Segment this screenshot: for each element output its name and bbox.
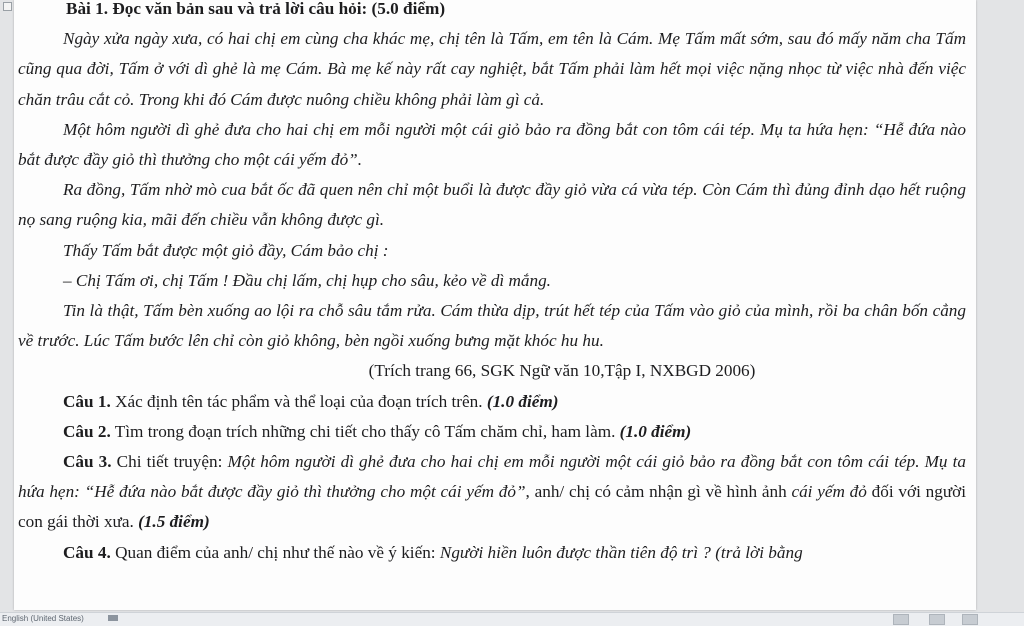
print-layout-view-button[interactable] (929, 614, 945, 625)
story-paragraph-5: – Chị Tấm ơi, chị Tấm ! Đầu chị lấm, chị hụp cho sâu, kẻo về dì mắng. (63, 270, 551, 290)
read-mode-view-button[interactable] (893, 614, 909, 625)
question-3-text-after: đối với người con gái thời xưa. (18, 482, 967, 532)
question-4-label: Câu 4. (63, 542, 111, 562)
question-3-emphasis: cái yếm đỏ (791, 482, 867, 502)
question-1-text: Xác định tên tác phẩm và thể loại của đoạn trích trên. (110, 391, 487, 411)
status-bar (0, 612, 1024, 626)
story-paragraph-6: Tin là thật, Tấm bèn xuống ao lội ra chỗ sâu tắm rửa. Cám thừa dịp, trút hết tép của Tấm vào giỏ của mình, rồi ba chân bốn cẳng về trước. Lúc Tấm bước lên chỉ còn giỏ không, bèn ngồi xuống bưng mặt khóc hu hu. (18, 301, 966, 351)
source-citation: (Trích trang 66, SGK Ngữ văn 10,Tập I, NXBGD 2006) (368, 361, 756, 381)
document-content (18, 0, 966, 568)
question-3-label: Câu 3. (63, 452, 112, 472)
question-4-text-before: Quan điểm của anh/ chị như thế nào về ý kiến: (110, 542, 440, 562)
question-3-text-before: Chi tiết truyện: (111, 452, 228, 472)
window-corner-icon (3, 2, 12, 11)
status-language[interactable]: English (United States) (2, 614, 84, 623)
story-paragraph-2: Một hôm người dì ghẻ đưa cho hai chị em mỗi người một cái giỏ bảo ra đồng bắt con tôm cái tép. Mụ ta hứa hẹn: “Hễ đứa nào bắt được đầy giỏ thì thưởng cho một cái yếm đỏ”. (18, 119, 966, 170)
question-2 (18, 417, 966, 447)
question-1-label: Câu 1. (63, 391, 111, 411)
question-2-label: Câu 2. (63, 421, 111, 441)
question-2-score: (1.0 điểm) (619, 421, 692, 441)
question-1 (18, 387, 966, 417)
question-4 (18, 538, 966, 568)
question-3-text-middle: , anh/ chị có cảm nhận gì về hình ảnh (525, 482, 792, 502)
story-paragraph-1: Ngày xửa ngày xưa, có hai chị em cùng cha khác mẹ, chị tên là Tấm, em tên là Cám. Mẹ Tấm mất sớm, sau đó mấy năm cha Tấm cũng qua đời, Tấm ở với dì ghẻ là mẹ Cám. Bà mẹ kế này rất cay nghiệt, bắt Tấm phải làm hết mọi việc nặng nhọc từ việc nhà đến việc chăn trâu cắt cỏ. Trong khi đó Cám được nuông chiều không phải làm gì cả. (18, 29, 966, 109)
question-3-quote: Một hôm người dì ghẻ đưa cho hai chị em mỗi người một cái giỏ bảo ra đồng bắt con tôm cái tép. Mụ ta hứa hẹn: “Hễ đứa nào bắt được đầy giỏ thì thưởng cho một cái yếm đỏ” (18, 452, 966, 502)
exercise-heading: Bài 1. Đọc văn bản sau và trả lời câu hỏi: (5.0 điểm) (66, 0, 446, 18)
question-2-text: Tìm trong đoạn trích những chi tiết cho thấy cô Tấm chăm chỉ, ham làm. (110, 421, 620, 441)
question-3-score: (1.5 điểm) (138, 512, 210, 532)
proofing-icon[interactable] (108, 615, 118, 621)
question-3 (18, 447, 966, 538)
question-1-score: (1.0 điểm) (486, 391, 559, 411)
story-paragraph-4: Thấy Tấm bắt được một giỏ đầy, Cám bảo chị : (63, 240, 389, 260)
question-4-quote: Người hiền luôn được thần tiên độ trì ? (trả lời bằng (439, 542, 803, 562)
document-page (14, 0, 976, 610)
web-layout-view-button[interactable] (962, 614, 978, 625)
story-paragraph-3: Ra đồng, Tấm nhờ mò cua bắt ốc đã quen nên chỉ một buổi là được đầy giỏ vừa cá vừa tép. Còn Cám thì đủng đỉnh dạo hết ruộng nọ sang ruộng kia, mãi đến chiều vẫn không được gì. (18, 180, 966, 230)
